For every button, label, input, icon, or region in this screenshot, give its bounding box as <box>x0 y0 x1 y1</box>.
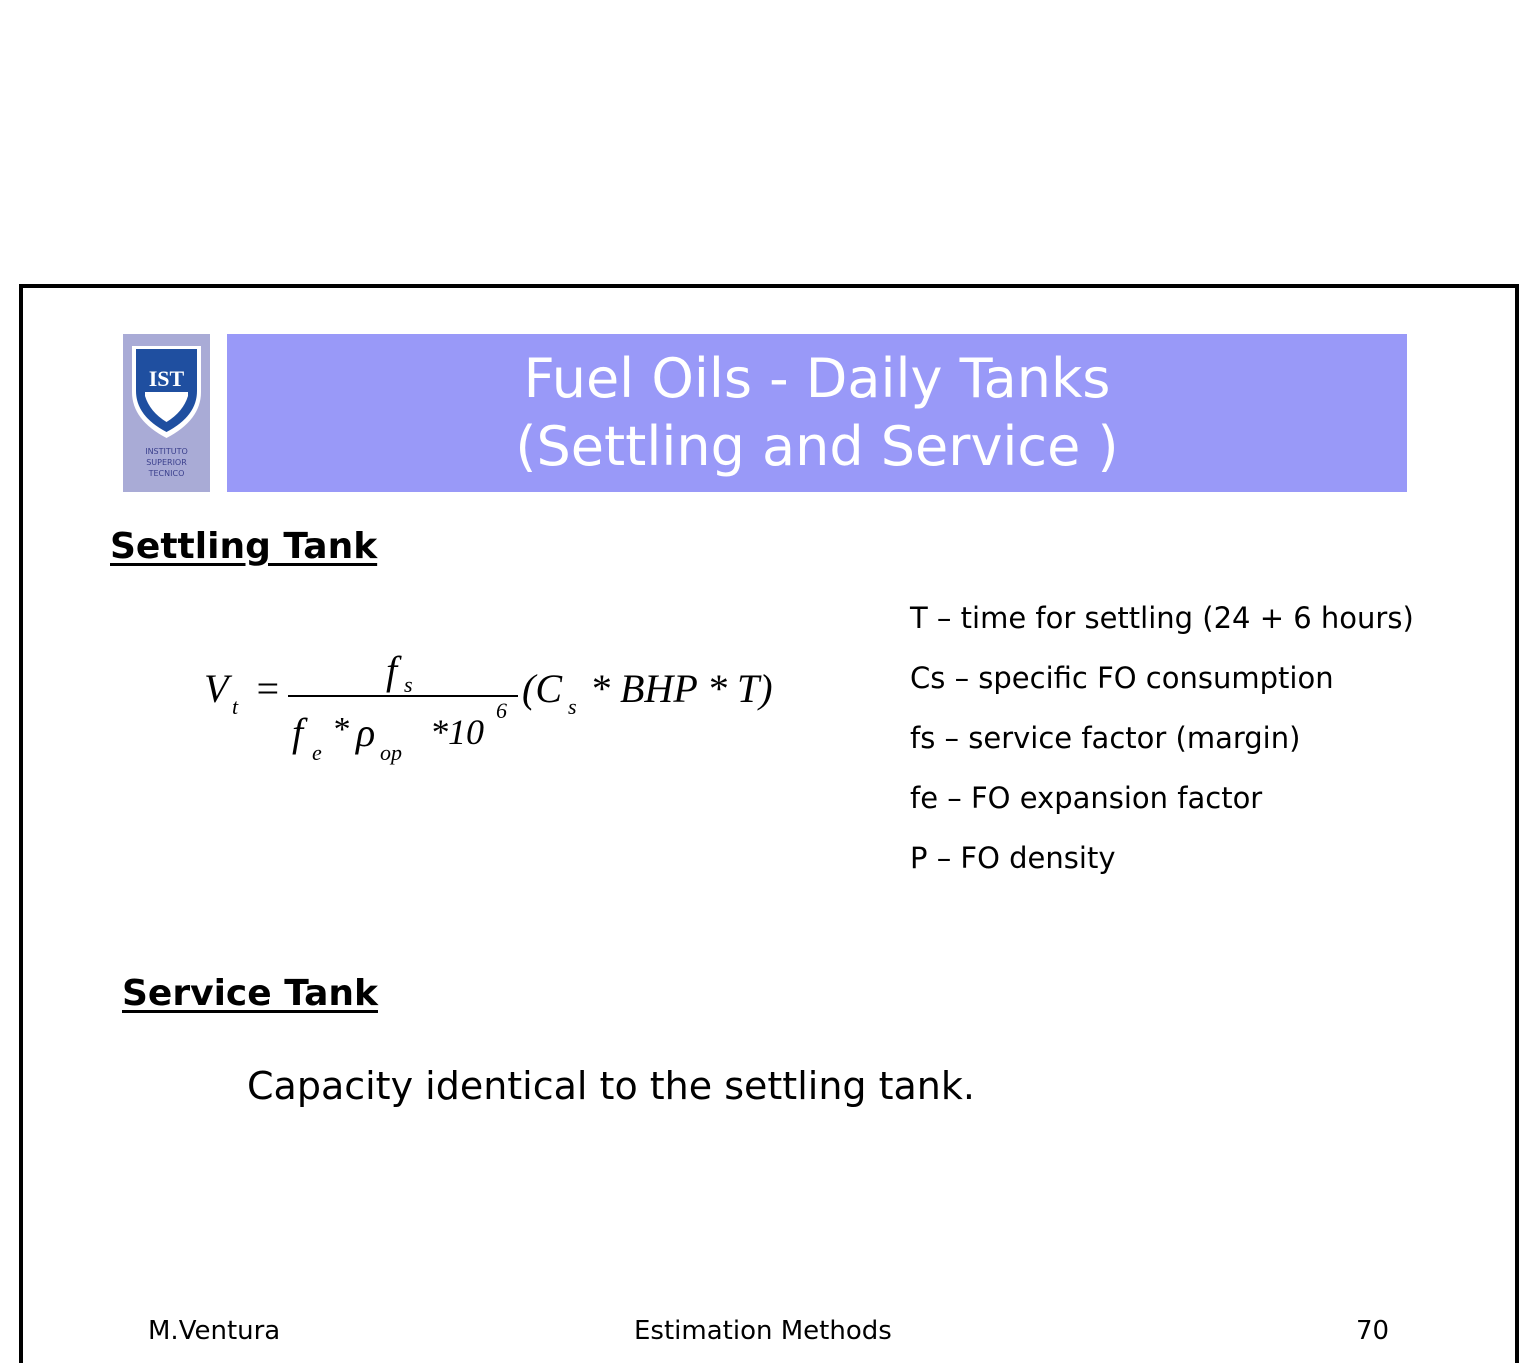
formula-den-f: f <box>292 710 304 755</box>
definition-item: fe – FO expansion factor <box>910 781 1263 815</box>
formula-den-rho-sub: op <box>380 740 402 765</box>
formula-den-power: *10 <box>430 712 484 752</box>
formula-rhs-sub: s <box>568 694 577 719</box>
definition-item: T – time for settling (24 + 6 hours) <box>910 601 1414 635</box>
formula-den-exp: 6 <box>496 698 507 723</box>
formula-lhs: V <box>204 666 229 711</box>
footer-course-title: Estimation Methods <box>634 1316 892 1346</box>
title-bar <box>227 334 1407 492</box>
formula-rhs-rest: * BHP * T) <box>580 666 773 711</box>
ist-logo <box>123 334 210 492</box>
logo-line-1: INSTITUTO <box>145 447 188 456</box>
formula-numerator: f <box>386 648 398 693</box>
settling-tank-heading: Settling Tank <box>110 526 378 567</box>
formula-lhs-sub: t <box>232 694 239 719</box>
footer-author: M.Ventura <box>148 1316 281 1346</box>
settling-volume-formula <box>196 636 796 776</box>
definition-item: fs – service factor (margin) <box>910 721 1301 755</box>
logo-line-3: TECNICO <box>148 469 185 478</box>
definition-item: P – FO density <box>910 841 1116 875</box>
footer-page-number: 70 <box>1356 1316 1390 1346</box>
slide-title-line-2: (Settling and Service ) <box>515 415 1119 478</box>
formula-den-rho: ρ <box>356 710 376 755</box>
formula-den-f-sub: e <box>312 740 322 765</box>
service-tank-heading: Service Tank <box>122 973 378 1014</box>
logo-line-2: SUPERIOR <box>146 458 187 467</box>
definition-item: Cs – specific FO consumption <box>910 661 1334 695</box>
formula-numerator-sub: s <box>404 672 413 697</box>
logo-monogram: IST <box>148 366 185 391</box>
formula-den-star1: * <box>332 711 349 748</box>
variable-definitions <box>910 588 1414 888</box>
service-tank-description: Capacity identical to the settling tank. <box>247 1064 975 1108</box>
formula-equals: = <box>254 666 281 711</box>
formula-rhs-open: (C <box>522 666 562 711</box>
slide-title-line-1: Fuel Oils - Daily Tanks <box>523 347 1111 410</box>
